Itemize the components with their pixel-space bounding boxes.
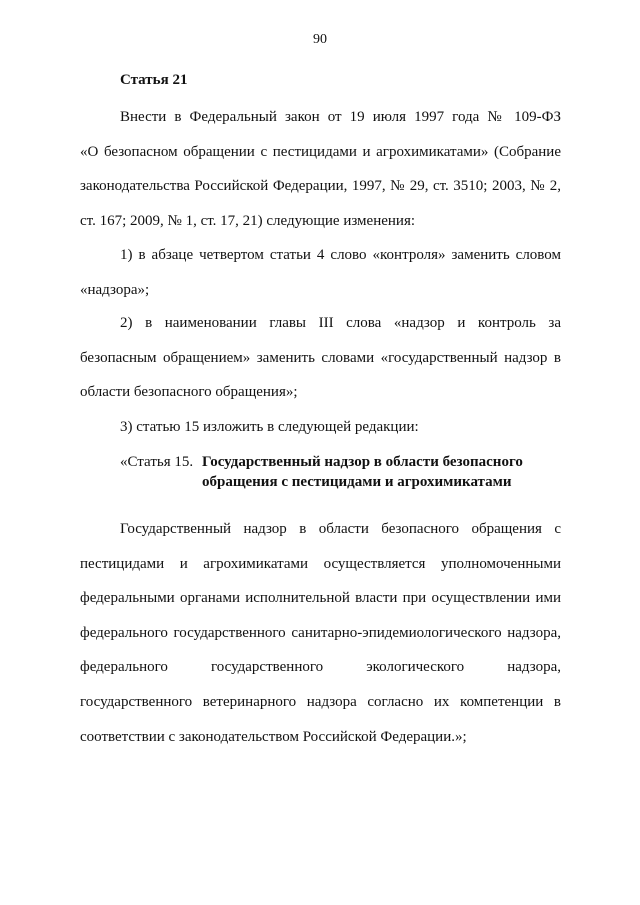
article-heading: Статья 21 [120, 72, 188, 88]
item1-line-2: «надзора»; [80, 281, 150, 298]
closing-line-4: федерального государственного санитарно-эпидемиологического надзора, [80, 624, 561, 641]
new-article-title-line-1: Государственный надзор в области безопасного [202, 454, 523, 470]
item2-line-2: безопасным обращением» заменить словами «государственный надзор в [80, 349, 561, 366]
item2-line-3: области безопасного обращения»; [80, 384, 298, 401]
intro-line-1: Внести в Федеральный закон от 19 июля 1997 года № 109-ФЗ [120, 109, 561, 125]
new-article-title-line-2: обращения с пестицидами и агрохимикатами [202, 474, 512, 490]
intro-line-3: законодательства Российской Федерации, 1997, № 29, ст. 3510; 2003, № 2, [80, 178, 561, 195]
closing-line-6: государственного ветеринарного надзора согласно их компетенции в [80, 693, 561, 710]
closing-line-1: Государственный надзор в области безопасного обращения с [120, 521, 561, 537]
amendment-item-1 [80, 238, 561, 307]
closing-line-3: федеральными органами исполнительной власти при осуществлении ими [80, 590, 561, 607]
intro-paragraph [80, 100, 561, 238]
new-article-heading [120, 452, 523, 492]
item2-line-1: 2) в наименовании главы III слова «надзор и контроль за [120, 315, 561, 331]
new-article-body [80, 512, 561, 754]
closing-line-5: федерального государственного экологического надзора, [80, 659, 561, 676]
amendment-item-2 [80, 306, 561, 410]
intro-line-4: ст. 167; 2009, № 1, ст. 17, 21) следующие изменения: [80, 212, 416, 229]
intro-line-2: «О безопасном обращении с пестицидами и агрохимикатами» (Собрание [80, 143, 561, 160]
closing-line-2: пестицидами и агрохимикатами осуществляется уполномоченными [80, 555, 561, 572]
item3-line: 3) статью 15 изложить в следующей редакции: [120, 419, 419, 435]
closing-line-7: соответствии с законодательством Российской Федерации.»; [80, 728, 467, 745]
new-article-prefix: «Статья 15. [120, 454, 194, 470]
item1-line-1: 1) в абзаце четвертом статьи 4 слово «контроля» заменить словом [120, 247, 561, 263]
amendment-item-3 [80, 410, 561, 445]
new-article-title [202, 452, 523, 492]
page-number: 90 [313, 32, 327, 47]
